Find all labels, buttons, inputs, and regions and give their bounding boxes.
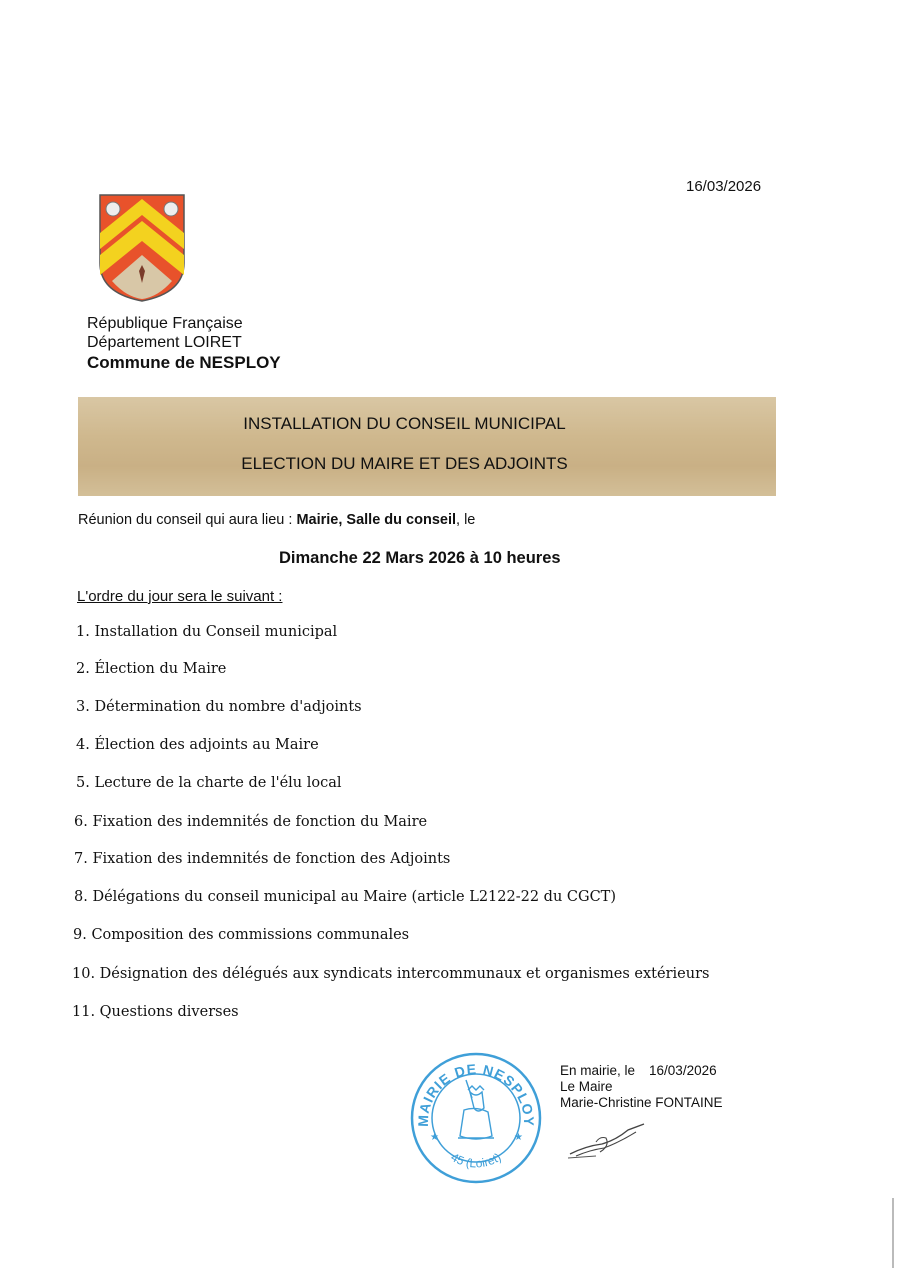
mayor-role: Le Maire xyxy=(560,1079,613,1094)
agenda-item: 1. Installation du Conseil municipal xyxy=(76,624,338,640)
meeting-datetime: Dimanche 22 Mars 2026 à 10 heures xyxy=(279,549,561,567)
agenda-item: 7. Fixation des indemnités de fonction des Adjoints xyxy=(74,851,451,867)
sender-header xyxy=(87,314,281,372)
agenda-item: 2. Élection du Maire xyxy=(76,661,227,677)
mairie-seal-stamp xyxy=(408,1050,544,1186)
issued-date: 16/03/2026 xyxy=(649,1063,717,1078)
seal-top-text: MAIRIE DE NESPLOY xyxy=(414,1060,538,1127)
agenda-item: 3. Détermination du nombre d'adjoints xyxy=(76,699,362,715)
agenda-item: 4. Élection des adjoints au Maire xyxy=(76,737,319,753)
banner-title-installation: INSTALLATION DU CONSEIL MUNICIPAL xyxy=(243,414,566,433)
agenda-item: 9. Composition des commissions communales xyxy=(73,927,410,943)
agenda-heading: L'ordre du jour sera le suivant : xyxy=(77,588,283,605)
banner-title-election: ELECTION DU MAIRE ET DES ADJOINTS xyxy=(241,454,568,473)
meeting-intro-text: Réunion du conseil qui aura lieu : xyxy=(78,512,297,528)
document-date: 16/03/2026 xyxy=(686,178,762,195)
meeting-intro xyxy=(78,512,475,528)
agenda-item: 8. Délégations du conseil municipal au Maire (article L2122-22 du CGCT) xyxy=(74,889,617,905)
meeting-intro-suffix: , le xyxy=(456,512,476,528)
svg-text:45 (Loiret) xyxy=(449,1150,504,1171)
seal-bottom-text: 45 (Loiret) xyxy=(448,1149,504,1171)
mayor-name: Marie-Christine FONTAINE xyxy=(560,1095,723,1110)
agenda-item: 6. Fixation des indemnités de fonction du Maire xyxy=(74,814,428,830)
agenda-item: 5. Lecture de la charte de l'élu local xyxy=(76,775,342,791)
meeting-place: Mairie, Salle du conseil xyxy=(296,512,457,528)
svg-text:★: ★ xyxy=(514,1132,523,1143)
issued-line xyxy=(560,1063,723,1079)
title-banner xyxy=(78,397,776,496)
coat-of-arms-icon xyxy=(98,193,186,303)
scan-edge-mark xyxy=(892,1198,894,1268)
issued-label: En mairie, le xyxy=(560,1063,636,1078)
mayor-signature xyxy=(566,1122,648,1162)
agenda-item: 11. Questions diverses xyxy=(72,1004,239,1020)
agenda-item: 10. Désignation des délégués aux syndicats intercommunaux et organismes extérieurs xyxy=(72,966,710,982)
svg-text:★: ★ xyxy=(430,1132,439,1143)
signature-block xyxy=(560,1063,723,1111)
department-line: Département LOIRET xyxy=(87,334,242,351)
republic-line: République Française xyxy=(87,315,243,332)
commune-line: Commune de NESPLOY xyxy=(87,353,281,372)
